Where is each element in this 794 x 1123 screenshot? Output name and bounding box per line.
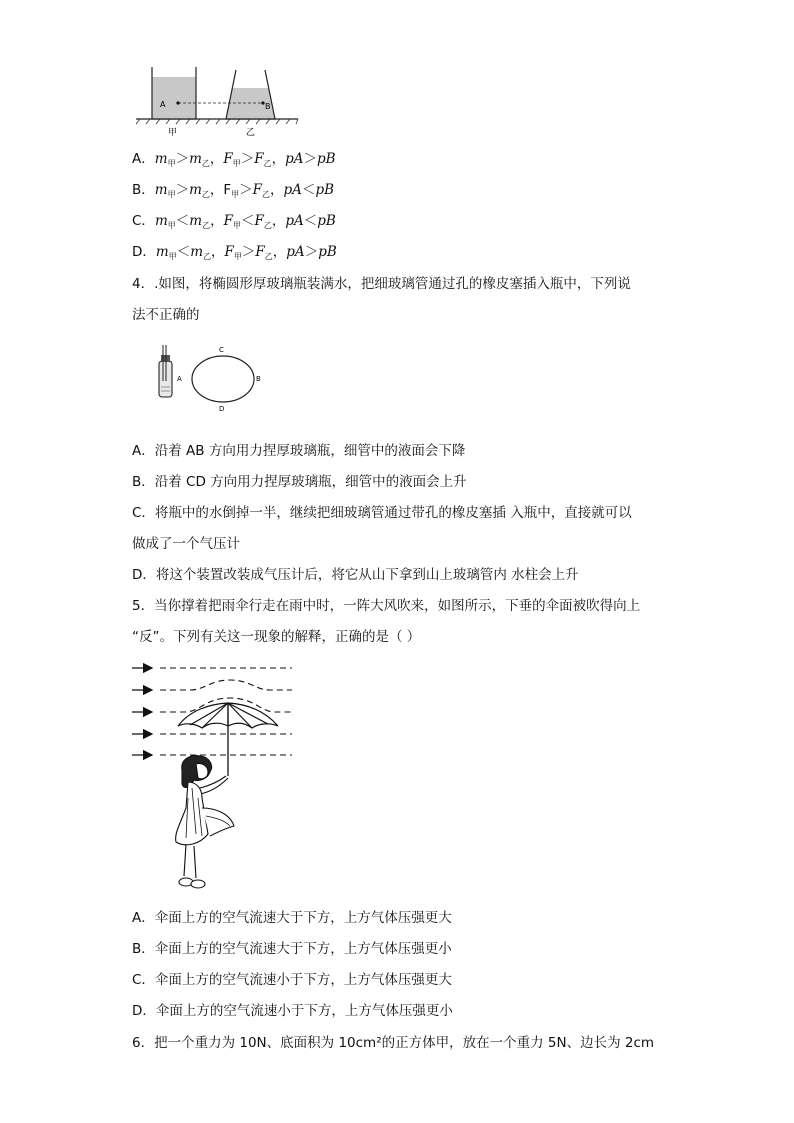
q5-stem-line2: “反”。下列有关这一现象的解释，正确的是（ ） (132, 629, 421, 645)
containers-figure (132, 62, 302, 142)
point-a-label: A (160, 100, 166, 109)
q4-option-c-line2: 做成了一个气压计 (132, 536, 240, 552)
q4-option-c-line1: C．将瓶中的水倒掉一半，继续把细玻璃管通过带孔的橡皮塞插 入瓶中，直接就可以 (132, 505, 632, 521)
q4-option-b: B．沿着 CD 方向用力捏厚玻璃瓶，细管中的液面会上升 (132, 474, 467, 490)
q5-option-b: B．伞面上方的空气流速大于下方，上方气体压强更小 (132, 941, 452, 957)
q6-stem-line1: 6．把一个重力为 10N、底面积为 10cm²的正方体甲，放在一个重力 5N、边长为 2cm (132, 1035, 655, 1051)
q5-option-c: C．伞面上方的空气流速小于下方，上方气体压强更大 (132, 972, 452, 988)
q4-stem-line2: 法不正确的 (132, 307, 200, 323)
q3-option-d: D．$m_甲<m_乙$，$F_甲>F_乙$，pA＞pB (132, 244, 337, 261)
ellipse-label-d: D (219, 405, 225, 413)
q3-option-c: C．$m_甲<m_乙$，$F_甲<F_乙$，pA＜pB (132, 213, 336, 230)
q5-stem-line1: 5．当你撑着把雨伞行走在雨中时，一阵大风吹来，如图所示，下垂的伞面被吹得向上 (132, 598, 641, 614)
container-yi-caption: 乙 (246, 128, 256, 138)
bottle-label-a: A (177, 375, 182, 383)
q5-option-d: D．伞面上方的空气流速小于下方，上方气体压强更小 (132, 1003, 453, 1019)
container-jia-caption: 甲 (168, 128, 178, 138)
q4-stem-line1: 4．.如图，将椭圆形厚玻璃瓶装满水，把细玻璃管通过孔的橡皮塞插入瓶中，下列说 (132, 276, 631, 292)
q5-option-a: A．伞面上方的空气流速大于下方，上方气体压强更大 (132, 910, 452, 926)
q3-option-b: B．$m_甲>m_乙$，$F_甲>F_乙$，pA＜pB (132, 182, 334, 199)
point-b-label: B (265, 102, 271, 111)
ellipse-label-c: C (219, 346, 224, 354)
bottle-figure (150, 343, 270, 415)
q3-option-a: A．$m_甲>m_乙$，$F_甲>F_乙$，pA＞pB (132, 151, 336, 168)
q4-option-a: A．沿着 AB 方向用力捏厚玻璃瓶，细管中的液面会下降 (132, 443, 466, 459)
umbrella-figure (130, 658, 300, 898)
ellipse-label-b: B (256, 375, 261, 383)
q4-option-d: D．将这个装置改装成气压计后，将它从山下拿到山上玻璃管内 水柱会上升 (132, 567, 579, 583)
